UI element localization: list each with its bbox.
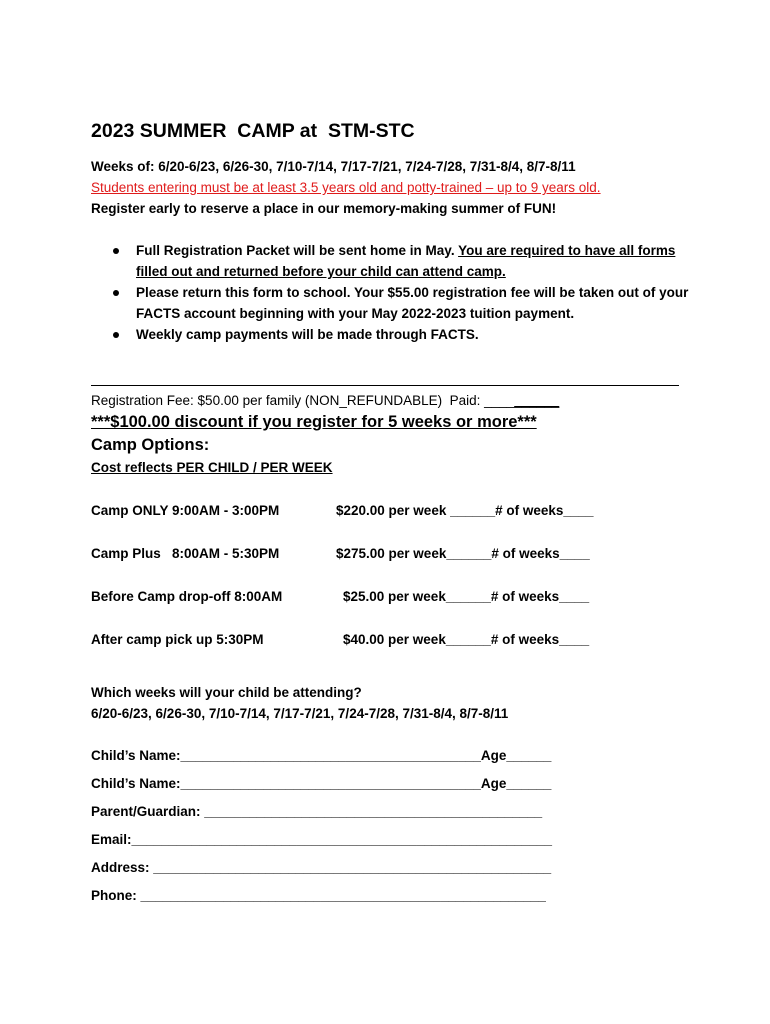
cost-note: Cost reflects PER CHILD / PER WEEK	[91, 460, 333, 475]
register-early-line: Register early to reserve a place in our memory-making summer of FUN!	[91, 201, 557, 216]
registration-fee-line: Registration Fee: $50.00 per family (NON_REFUNDABLE) Paid: __________	[91, 393, 560, 408]
email-field[interactable]: Email:________________________________________________________	[91, 832, 552, 847]
bullet-dot-icon	[113, 290, 119, 296]
option-camp-plus	[91, 543, 691, 586]
age-requirement-note: Students entering must be at least 3.5 years old and potty-trained – up to 9 years old.	[91, 180, 601, 195]
bullet-registration-packet: Full Registration Packet will be sent home in May. You are required to have all forms filled out and returned before your child can attend camp.	[91, 240, 691, 282]
page-title: 2023 SUMMER CAMP at STM-STC	[91, 120, 415, 142]
option-price: $25.00 per week______# of weeks____	[343, 589, 590, 604]
address-field[interactable]: Address: _____________________________________________________	[91, 860, 552, 875]
bullet-dot-icon	[113, 248, 119, 254]
option-after-camp	[91, 629, 691, 672]
discount-line: ***$100.00 discount if you register for 5 weeks or more***	[91, 413, 537, 431]
option-price: $220.00 per week ______# of weeks____	[336, 503, 594, 518]
child-name-field-1[interactable]: Child’s Name:________________________________________Age______	[91, 748, 552, 763]
camp-form	[91, 118, 691, 910]
option-name: Camp ONLY 9:00AM - 3:00PM	[91, 503, 280, 518]
camp-options-title: Camp Options:	[91, 436, 210, 454]
child-name-field-2[interactable]: Child’s Name:________________________________________Age______	[91, 776, 552, 791]
which-weeks-list: 6/20-6/23, 6/26-30, 7/10-7/14, 7/17-7/21, 7/24-7/28, 7/31-8/4, 8/7-8/11	[91, 706, 509, 721]
bullet-return-form: Please return this form to school. Your $55.00 registration fee will be taken out of your FACTS account beginning with your May 2022-2023 tuition payment.	[91, 282, 691, 324]
option-price: $40.00 per week______# of weeks____	[343, 632, 590, 647]
info-bullets	[91, 240, 691, 345]
weeks-line: Weeks of: 6/20-6/23, 6/26-30, 7/10-7/14, 7/17-7/21, 7/24-7/28, 7/31-8/4, 8/7-8/11	[91, 159, 576, 174]
option-before-camp	[91, 586, 691, 629]
bullet-dot-icon	[113, 332, 119, 338]
option-name: After camp pick up 5:30PM	[91, 632, 264, 647]
parent-guardian-field[interactable]: Parent/Guardian: _____________________________________________	[91, 804, 543, 819]
bullet-weekly-payments: Weekly camp payments will be made through FACTS.	[91, 324, 691, 345]
phone-field[interactable]: Phone: ______________________________________________________	[91, 888, 546, 903]
option-price: $275.00 per week______# of weeks____	[336, 546, 590, 561]
which-weeks-question: Which weeks will your child be attending?	[91, 685, 362, 700]
option-name: Before Camp drop-off 8:00AM	[91, 589, 283, 604]
option-name: Camp Plus 8:00AM - 5:30PM	[91, 546, 280, 561]
option-camp-only	[91, 500, 691, 543]
divider-line	[91, 385, 679, 386]
